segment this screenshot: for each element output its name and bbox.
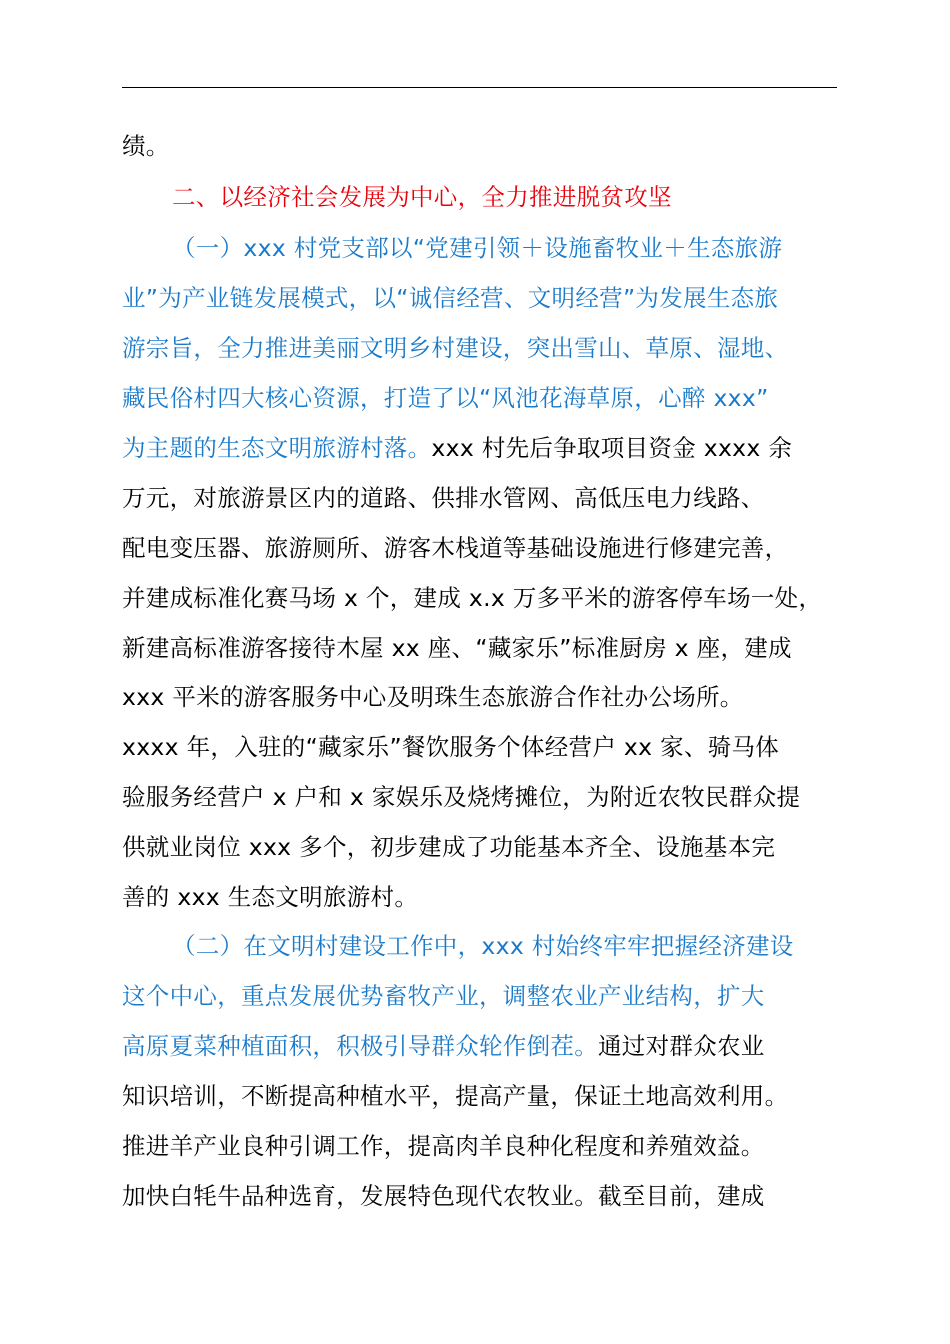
text-segment: 绩。	[122, 132, 170, 160]
text-line	[122, 382, 842, 414]
text-segment: 加快白牦牛品种选育，发展特色现代农牧业。截至目前，建成	[122, 1182, 765, 1210]
text-segment: 善的 xxx 生态文明旅游村。	[122, 883, 419, 911]
text-line	[122, 582, 842, 614]
text-segment: xxx 村先后争取项目资金 xxxx 余	[431, 434, 793, 462]
text-line	[122, 130, 842, 162]
text-segment: （二）在文明村建设工作中，xxx 村始终牢牢把握经济建设	[172, 932, 794, 960]
subsection-heading-line	[172, 232, 842, 264]
text-segment: xxxx 年，入驻的“藏家乐”餐饮服务个体经营户 xx 家、骑马体	[122, 733, 780, 761]
text-segment: 通过对群众农业	[598, 1032, 765, 1060]
text-line	[122, 881, 842, 913]
text-segment: 配电变压器、旅游厕所、游客木栈道等基础设施进行修建完善，	[122, 534, 789, 562]
text-line	[122, 632, 842, 664]
text-line	[122, 1130, 842, 1162]
text-segment: 藏民俗村四大核心资源，打造了以“风池花海草原，心醉 xxx”	[122, 384, 769, 412]
text-segment: 游宗旨，全力推进美丽文明乡村建设，突出雪山、草原、湿地、	[122, 334, 789, 362]
text-segment: 新建高标准游客接待木屋 xx 座、“藏家乐”标准厨房 x 座，建成	[122, 634, 792, 662]
header-rule	[122, 87, 837, 88]
subsection-heading-line	[172, 930, 842, 962]
text-line	[122, 980, 842, 1012]
text-line	[122, 1180, 842, 1212]
section-heading	[172, 181, 842, 213]
text-line	[122, 831, 842, 863]
text-line	[122, 781, 842, 813]
text-line	[122, 681, 842, 713]
text-line	[122, 482, 842, 514]
text-segment: （一）xxx 村党支部以“党建引领＋设施畜牧业＋生态旅游	[172, 234, 783, 262]
text-line	[122, 731, 842, 763]
text-line	[122, 432, 842, 464]
text-line	[122, 332, 842, 364]
text-line	[122, 1030, 842, 1062]
text-segment: 供就业岗位 xxx 多个，初步建成了功能基本齐全、设施基本完	[122, 833, 776, 861]
text-segment: 并建成标准化赛马场 x 个，建成 x.x 万多平米的游客停车场一处，	[122, 584, 823, 612]
text-segment: 推进羊产业良种引调工作，提高肉羊良种化程度和养殖效益。	[122, 1132, 765, 1160]
text-line	[122, 1080, 842, 1112]
text-segment: xxx 平米的游客服务中心及明珠生态旅游合作社办公场所。	[122, 683, 744, 711]
text-line	[122, 532, 842, 564]
text-segment: 万元，对旅游景区内的道路、供排水管网、高低压电力线路、	[122, 484, 765, 512]
text-segment: 这个中心，重点发展优势畜牧产业，调整农业产业结构，扩大	[122, 982, 765, 1010]
text-segment: 知识培训，不断提高种植水平，提高产量，保证土地高效利用。	[122, 1082, 789, 1110]
text-segment: 验服务经营户 x 户和 x 家娱乐及烧烤摊位，为附近农牧民群众提	[122, 783, 801, 811]
text-line	[122, 282, 842, 314]
text-segment-highlight: 为主题的生态文明旅游村落。	[122, 434, 432, 462]
text-segment-highlight: 高原夏菜种植面积，积极引导群众轮作倒茬。	[122, 1032, 598, 1060]
heading-text: 二、以经济社会发展为中心，全力推进脱贫攻坚	[172, 183, 672, 211]
text-segment: 业”为产业链发展模式，以“诚信经营、文明经营”为发展生态旅	[122, 284, 779, 312]
